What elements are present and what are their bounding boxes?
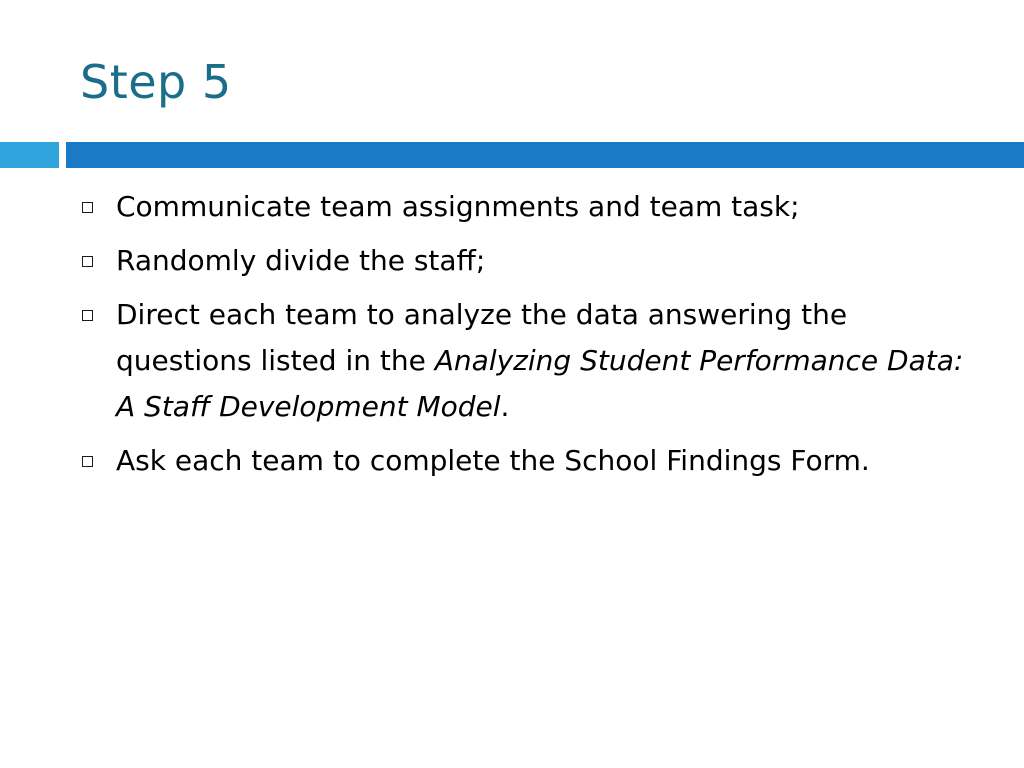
slide-title: Step 5 [80,55,232,109]
bullet-text: Randomly divide the staff; [116,244,486,277]
hollow-square-icon [82,256,93,267]
hollow-square-icon [82,202,93,213]
bullet-item [82,292,982,430]
bullet-text-end: . [500,390,510,423]
bullet-item [82,438,982,484]
accent-bar-left [0,142,59,168]
bullet-italic-title: Analyzing Student Performance Data: A Staff Development Model [116,344,964,423]
bullet-list [82,184,982,492]
hollow-square-icon [82,456,93,467]
bullet-text: Direct each team to analyze the data answering the questions listed in the [116,298,848,377]
hollow-square-icon [82,310,93,321]
bullet-text: Ask each team to complete the School Findings Form. [116,444,870,477]
accent-bar-right [66,142,1024,168]
bullet-item [82,238,982,284]
bullet-item [82,184,982,230]
bullet-text: Communicate team assignments and team task; [116,190,800,223]
